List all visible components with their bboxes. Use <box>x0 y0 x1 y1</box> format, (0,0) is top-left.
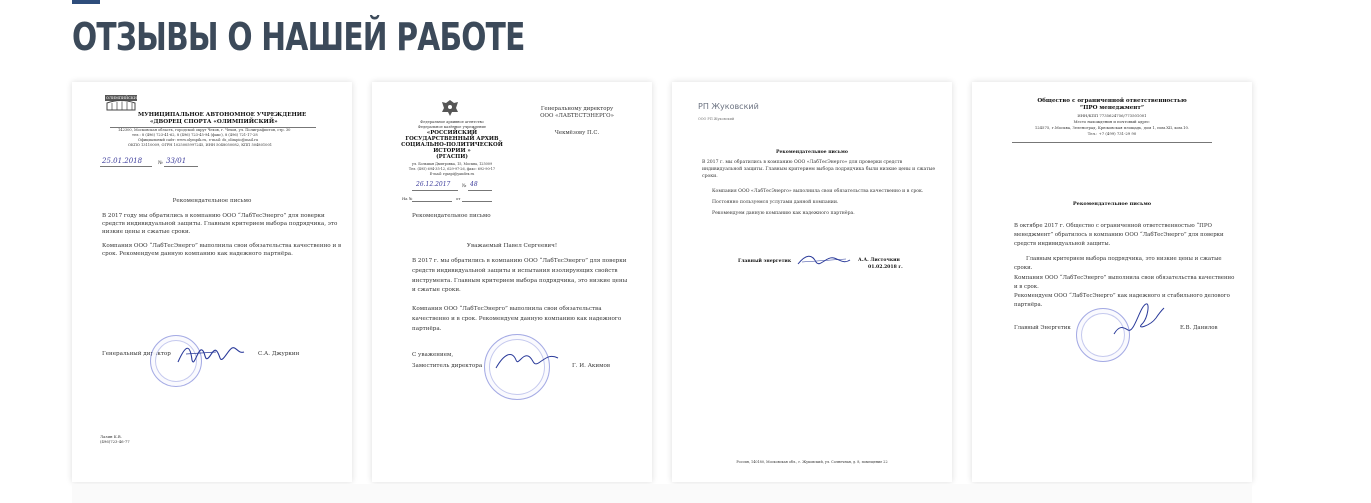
org-name-line1: МУНИЦИПАЛЬНОЕ АВТОНОМНОЕ УЧРЕЖДЕНИЕ <box>138 112 307 118</box>
review-letter-1[interactable] <box>72 82 352 482</box>
letter-date: 25.01.2018 <box>102 157 143 165</box>
signer-role: Главный Энергетик <box>1014 325 1071 331</box>
reviews-gallery <box>72 82 1252 484</box>
signer-role: Главный энергетик <box>738 259 792 264</box>
letter-paragraph-2: Компания ООО «ЛабТесЭнерго» выполнила свои обязательства качественно и в срок. <box>712 189 924 194</box>
reference-label: На № <box>402 196 413 201</box>
signer-role: Заместитель директора <box>412 363 483 369</box>
logo-text: ОЛИМПИЙСКИЙ <box>106 96 140 100</box>
letter-footer: Россия, 140180, Московская обл., г. Жуковский, ул. Солнечная, д. 8, помещение 22 <box>736 460 888 464</box>
letter-paragraph-2: Компания ООО “ЛабТесЭнерго” выполнила свои обязательства качественно и в срок. Рекомендуем данную компанию как надежного партнёра. <box>412 306 622 332</box>
org-name-line1: «РОССИЙСКИЙ <box>426 130 478 136</box>
letter-document <box>972 82 1252 482</box>
address-line1: ул. Большая Дмитровка, 15, Москва, 125009 <box>411 162 493 166</box>
agency-line2: Федеральное казённое учреждение <box>417 125 487 129</box>
signer-date: 01.02.2018 г. <box>868 265 903 270</box>
signer-name: Е.В. Данилов <box>1180 325 1218 331</box>
company-logo-subtext: ООО РП Жуковский <box>698 117 735 121</box>
org-name-line2: «ДВОРЕЦ СПОРТА «ОЛИМПИЙСКИЙ» <box>150 119 278 125</box>
gallery-footer-strip <box>72 484 1252 503</box>
footer-line1: Лазин К.В. <box>100 434 122 439</box>
org-name-line5: (РГАСПИ) <box>436 154 468 160</box>
letter-heading: Рекомендательное письмо <box>412 213 491 219</box>
coat-of-arms-icon <box>440 98 460 118</box>
address-line2: тел.: 8 (496) 723-41-62, 8 (496) 723-45-94 (факс), 8 (496) 721-17-28 <box>132 133 258 137</box>
org-name-line4: ИСТОРИИ » <box>433 148 471 154</box>
reference-from: от <box>456 196 461 201</box>
signer-name: С.А. Джуркин <box>258 351 300 357</box>
recipient-line3: Чекмёзову П.С. <box>554 130 600 136</box>
title-accent-bar <box>72 0 100 4</box>
org-name-line1: Общество с ограниченной ответственностью <box>1037 98 1187 104</box>
address-line3: Официальный сайт: www.olympik.ru, e-mail: ds_olimpic@mail.ru <box>138 138 259 142</box>
number-label: № <box>462 184 467 189</box>
letter-paragraph-2: Главным критерием выбора подрядчика, это низкие цены и сжатые сроки. <box>1014 256 1222 271</box>
letter-paragraph-4: Рекомендуем данную компанию как надежного партнёра. <box>712 211 855 216</box>
letter-paragraph-1: В 2017 г. мы обратились в компанию ООО “ЛабТесЭнерго” для поверки средств индивидуальной защиты и испытания изолирующих свойств инструмента. Главным критерием выбора подрядчика, это низкие цены и сжатые сроки. <box>412 258 628 294</box>
address-line1: 142300, Московская область, городской округ Чехов, г. Чехов, ул. Полиграфистов, стр. 30 <box>118 128 291 132</box>
address-line1: Место нахождения и почтовый адрес: <box>1073 119 1151 124</box>
review-letter-2[interactable] <box>372 82 652 482</box>
inn-line: ИНН/КПП 7735624756/773501001 <box>1077 113 1147 118</box>
agency-line1: Федеральное архивное агентство <box>420 120 484 124</box>
address-line2: 124575, г.Москва, Зеленоград, Крюковская площадь, дом 1, пом.XII, ком.10. <box>1034 125 1190 130</box>
number-label: № <box>158 160 163 166</box>
letter-document <box>672 82 952 482</box>
letter-number: 33/01 <box>166 157 187 165</box>
signer-name: Г. И. Акимов <box>572 363 611 369</box>
letter-paragraph-1: В 2017 году мы обратились в компанию ООО “ЛабТесЭнерго” для поверки средств индивидуальной защиты. Главным критерием выбора подрядчика, это низкие цены и сжатые сроки. <box>102 213 338 235</box>
letter-paragraph-3: Постоянно пользуемся услугами данной компании. <box>712 200 839 205</box>
signer-name: А.А. Листочкин <box>858 258 900 263</box>
review-letter-4[interactable] <box>972 82 1252 482</box>
company-logo-text: РП Жуковский <box>698 102 759 111</box>
address-line3: Тел.: +7 (499) 731-29 90 <box>1087 131 1137 136</box>
signature-icon <box>492 344 562 376</box>
letter-heading: Рекомендательное письмо <box>172 198 252 204</box>
signer-role: Генеральный директор <box>102 351 171 357</box>
address-line4: ОКПО 13110009, ОГРН 1025005997245, ИНН 5048050082, КПП 504801001 <box>128 143 273 147</box>
letter-date: 26.12.2017 <box>416 181 451 188</box>
review-letter-3[interactable] <box>672 82 952 482</box>
signature-icon <box>796 250 852 270</box>
letter-paragraph-2: Компания ООО “ЛабТесЭнерго” выполнила свои обязательства качественно и в срок. Рекомендуем данную компанию как надежного партнёра. <box>102 243 342 257</box>
page-title: ОТЗЫВЫ О НАШЕЙ РАБОТЕ <box>72 15 525 59</box>
letter-closing: С уважением, <box>412 352 454 358</box>
signature-icon <box>176 340 246 370</box>
letter-paragraph-1: В 2017 г. мы обратились в компанию ООО «ЛабТесЭнерго» для проверки средств индивидуальной защиты. Главным критерием выбора подрядчика были низкие цены и сжатые сроки. <box>702 160 936 179</box>
letter-paragraph-4: Рекомендуем ООО “ЛабТесЭнерго” как надежного и стабильного делового партнёра. <box>1014 293 1230 308</box>
letter-paragraph-1: В октябре 2017 г. Общество с ограниченной ответственностью “ПРО менеджмент” обратилось в компанию ООО “ЛабТесЭнерго” для поверки средств индивидуальной защиты. <box>1014 223 1224 247</box>
letter-number: 48 <box>470 181 478 188</box>
org-name-line2: ГОСУДАРСТВЕННЫЙ АРХИВ <box>405 136 499 142</box>
letter-document <box>372 82 652 482</box>
footer-line2: (496)723-46-77 <box>100 439 130 444</box>
recipient-line1: Генеральному директору <box>540 106 614 112</box>
address-line2: Тел. (495) 694-35-12, 629-97-26, факс: 692-90-17 <box>408 167 496 171</box>
letter-paragraph-3: Компания ООО “ЛабТесЭнерго” выполнила свои обязательства качественно и в срок. <box>1014 275 1235 290</box>
header-rule <box>1012 142 1212 143</box>
recipient-line2: ООО «ЛАБТЕСТЭНЕРГО» <box>540 113 614 119</box>
letter-document <box>72 82 352 482</box>
org-name-line3: СОЦИАЛЬНО-ПОЛИТИЧЕСКОЙ <box>401 142 503 148</box>
letter-heading: Рекомендательное письмо <box>776 150 848 155</box>
letter-greeting: Уважаемый Павел Сергеевич! <box>466 243 558 249</box>
address-line3: E-mail: rgaspi@yandex.ru <box>429 172 475 176</box>
org-name-line2: “ПРО менеджмент” <box>1079 105 1145 111</box>
signature-icon <box>1110 300 1166 340</box>
letter-heading: Рекомендательное письмо <box>1072 201 1152 207</box>
